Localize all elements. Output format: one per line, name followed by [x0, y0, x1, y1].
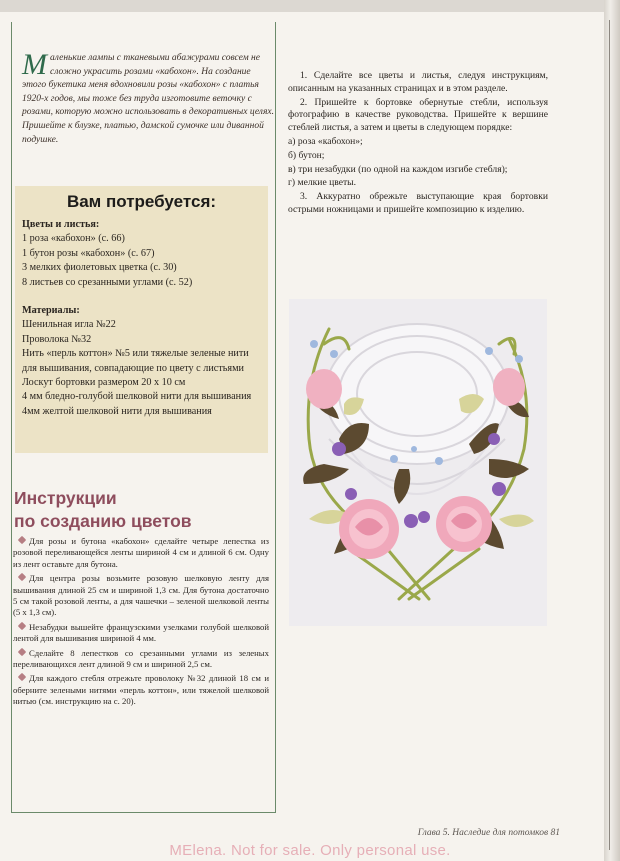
list-item: Проволока №32 [22, 333, 92, 345]
drop-cap: М [22, 48, 47, 81]
page-footer: Глава 5. Наследие для потомков 81 [417, 828, 560, 838]
instruction-text: Для центра розы возьмите розовую шелковую ленту для вышивания длиной 25 см и шириной 1,3 см. Для бутона достаточно 5 см такой розовой ленты, а для чашечки – зеленой шелковой ленты (5 х 1,3 см). [13, 573, 269, 618]
list-item [13, 573, 269, 619]
step-item: а) роза «кабохон»; [288, 135, 363, 147]
list-item [13, 648, 269, 671]
bullet-icon [18, 536, 26, 544]
bullet-icon [18, 573, 26, 581]
instructions-title [14, 487, 269, 533]
materials-heading: Материалы: [22, 305, 80, 317]
list-item: 4мм желтой шелковой нити для вышивания [22, 405, 212, 417]
watermark: MElena. Not for sale. Only personal use. [169, 842, 451, 859]
bullet-icon [18, 622, 26, 630]
materials-list [22, 318, 264, 419]
materials-box-body [22, 218, 264, 419]
rose-illustration [289, 299, 547, 626]
list-item: 1 бутон розы «кабохон» (с. 67) [22, 247, 155, 259]
assembly-steps [288, 70, 548, 218]
list-item [13, 673, 269, 707]
instruction-text: Для каждого стебля отрежьте проволоку №32 длиной 18 см и оберните зелеными нитями «перль коттон», или тяжелой шелковой нитью (см. инструкцию на с. 20). [13, 673, 269, 707]
book-spine [604, 0, 620, 861]
list-item [13, 622, 269, 645]
rose-arrangement-photo [289, 299, 547, 626]
step-item: в) три незабудки (по одной на каждом изгибе стебля); [288, 163, 508, 175]
instruction-text: Незабудки вышейте французскими узелками голубой шелковой лентой для вышивания шириной 4 мм. [13, 621, 269, 644]
step-item: 3. Аккуратно обрежьте выступающие края бортовки острыми ножницами и пришейте композицию к изделию. [288, 191, 548, 215]
materials-box [15, 186, 268, 453]
instruction-text: Для розы и бутона «кабохон» сделайте четыре лепестка из розовой переливающейся ленты шириной 4 см и длиной 6 см. Одну из лент оставьте для бутона. [13, 536, 269, 569]
list-item: 1 роза «кабохон» (с. 66) [22, 233, 125, 245]
list-item [13, 536, 269, 570]
list-item: Шенильная игла №22 [22, 319, 116, 331]
list-item: 8 листьев со срезанными углами (с. 52) [22, 276, 193, 288]
scan-top-band [0, 0, 620, 12]
instructions-title-line2: по созданию цветов [14, 511, 192, 531]
bullet-icon [18, 647, 26, 655]
list-item: Лоскут бортовки размером 20 х 10 см [22, 377, 186, 389]
column-border-bottom [11, 812, 276, 813]
list-item: Нить «перль коттон» №5 или тяжелые зеленые нити для вышивания, совпадающие по цвету с листьями [22, 348, 249, 374]
instructions-list [13, 536, 269, 711]
instruction-text: Сделайте 8 лепестков со срезанными углами из зеленых переливающихся лент длиной 9 см и шириной 2,5 см. [13, 647, 269, 670]
step-item: 2. Пришейте к бортовке обернутые стебли, используя фотографию в качестве руководства. Пришейте к вершине стеблей листья, а затем и цветы в следующем порядке: [288, 96, 548, 134]
step-item: б) бутон; [288, 149, 325, 161]
list-item: 3 мелких фиолетовых цветка (с. 30) [22, 262, 177, 274]
column-border-left [11, 22, 12, 812]
flowers-list [22, 232, 264, 290]
materials-box-title: Вам потребуется: [66, 192, 217, 211]
step-item: 1. Сделайте все цветы и листья, следуя инструкциям, описанным на указанных страницах и в этом разделе. [288, 70, 548, 94]
column-border-right [275, 22, 276, 812]
list-item: 4 мм бледно-голубой шелковой нити для вышивания [22, 391, 252, 403]
intro-paragraph [22, 48, 274, 147]
step-item: г) мелкие цветы. [288, 177, 356, 189]
flowers-heading: Цветы и листья: [22, 219, 100, 230]
bullet-icon [18, 673, 26, 681]
intro-text: аленькие лампы с тканевыми абажурами совсем не сложно украсить розами «кабохон». На создание этого букетика меня вдохновили розы «кабохон» с платья 1920-х годов, мы тоже без труда изготовите веточку с розами, которую можно использовать в декоративных целях. Пришейте к блузке, платью, дамской сумочке или диванной подушке. [22, 53, 274, 145]
instructions-title-line1: Инструкции [14, 488, 117, 508]
spine-line [609, 20, 610, 850]
